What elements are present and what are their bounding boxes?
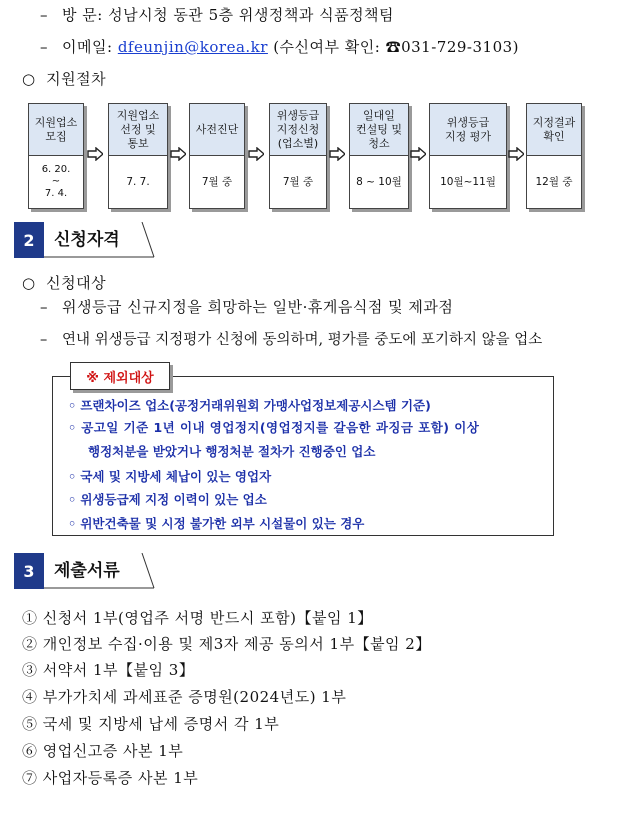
procedure-step-title: 지원업소 모집	[29, 104, 83, 156]
exclusion-item: ◦ 위생등급제 지정 이력이 있는 업소	[68, 492, 267, 507]
procedure-step-date: 8 ~ 10월	[356, 176, 402, 188]
document-item: ③ 서약서 1부【붙임 3】	[22, 661, 195, 679]
document-item: ⑤ 국세 및 지방세 납세 증명서 각 1부	[22, 715, 280, 733]
circle-bullet: ○	[22, 274, 36, 292]
dash-bullet: –	[40, 38, 48, 56]
exclusion-label: ※ 제외대상	[70, 362, 170, 390]
procedure-heading-text: 지원절차	[46, 70, 107, 88]
section-number: 3	[14, 553, 44, 589]
document-item: ⑦ 사업자등록증 사본 1부	[22, 769, 199, 787]
procedure-step-title: 일대일 컨설팅 및 청소	[350, 104, 408, 156]
visit-label: 방 문:	[62, 6, 103, 24]
exclusion-item: 행정처분을 받았거나 행정처분 절차가 진행중인 업소	[88, 444, 376, 459]
procedure-step-title: 위생등급 지정 평가	[430, 104, 506, 156]
procedure-step-title: 지정결과 확인	[527, 104, 581, 156]
section-2-header	[14, 222, 174, 258]
procedure-step	[108, 103, 168, 209]
document-item: ② 개인정보 수집·이용 및 제3자 제공 동의서 1부【붙임 2】	[22, 635, 431, 653]
exclusion-item: ◦ 위반건축물 및 시정 불가한 외부 시설물이 있는 경우	[68, 516, 365, 531]
procedure-step-date: 6. 20. ~ 7. 4.	[41, 164, 71, 199]
flow-arrow-icon	[410, 147, 426, 161]
document-item: ④ 부가가치세 과세표준 증명원(2024년도) 1부	[22, 688, 347, 706]
circle-bullet: ○	[22, 70, 36, 88]
email-line	[40, 36, 519, 57]
target-bullet-text: 연내 위생등급 지정평가 신청에 동의하며, 평가를 중도에 포기하지 않을 업소	[62, 332, 543, 348]
procedure-step	[349, 103, 409, 209]
procedure-step	[429, 103, 507, 209]
target-heading-text: 신청대상	[46, 274, 107, 292]
procedure-step-title: 사전진단	[190, 104, 244, 156]
procedure-step	[269, 103, 327, 209]
section-number: 2	[14, 222, 44, 258]
procedure-step-date: 7월 중	[201, 176, 233, 188]
flow-arrow-icon	[248, 147, 264, 161]
flow-arrow-icon	[87, 147, 103, 161]
dash-bullet: –	[40, 298, 48, 316]
exclusion-item: ◦ 공고일 기준 1년 이내 영업정지(영업정지를 갈음한 과징금 포함) 이상	[68, 420, 480, 435]
target-bullet-2	[40, 328, 542, 349]
target-bullet-text: 위생등급 신규지정을 희망하는 일반·휴게음식점 및 제과점	[62, 298, 454, 316]
flow-arrow-icon	[170, 147, 186, 161]
dash-bullet: –	[40, 332, 48, 348]
procedure-step	[28, 103, 84, 209]
visit-line	[40, 4, 394, 25]
procedure-heading	[22, 68, 106, 89]
target-heading	[22, 272, 106, 293]
section-title: 신청자격	[54, 230, 120, 250]
flow-arrow-icon	[329, 147, 345, 161]
email-label: 이메일:	[62, 38, 113, 56]
procedure-step-date: 12월 중	[535, 176, 573, 188]
procedure-step-title: 지원업소 선정 및 통보	[109, 104, 167, 156]
procedure-step-date: 7월 중	[282, 176, 314, 188]
section-title: 제출서류	[54, 561, 120, 581]
document-item: ① 신청서 1부(영업주 서명 반드시 포함)【붙임 1】	[22, 609, 373, 627]
procedure-step	[526, 103, 582, 209]
email-link[interactable]: dfeunjin@korea.kr	[117, 38, 268, 56]
email-note: (수신여부 확인: ☎031-729-3103)	[273, 38, 520, 56]
procedure-step	[189, 103, 245, 209]
procedure-step-title: 위생등급 지정신청 (업소별)	[270, 104, 326, 156]
dash-bullet: –	[40, 6, 48, 24]
visit-value: 성남시청 동관 5층 위생정책과 식품정책팀	[108, 6, 395, 24]
procedure-step-date: 7. 7.	[126, 176, 150, 188]
target-bullet-1	[40, 296, 453, 317]
document-item: ⑥ 영업신고증 사본 1부	[22, 742, 184, 760]
flow-arrow-icon	[508, 147, 524, 161]
procedure-step-date: 10월~11월	[440, 176, 496, 188]
exclusion-item: ◦ 프랜차이즈 업소(공정거래위원회 가맹사업정보제공시스템 기준)	[68, 398, 431, 413]
exclusion-item: ◦ 국세 및 지방세 체납이 있는 영업자	[68, 469, 272, 484]
section-3-header	[14, 553, 174, 589]
